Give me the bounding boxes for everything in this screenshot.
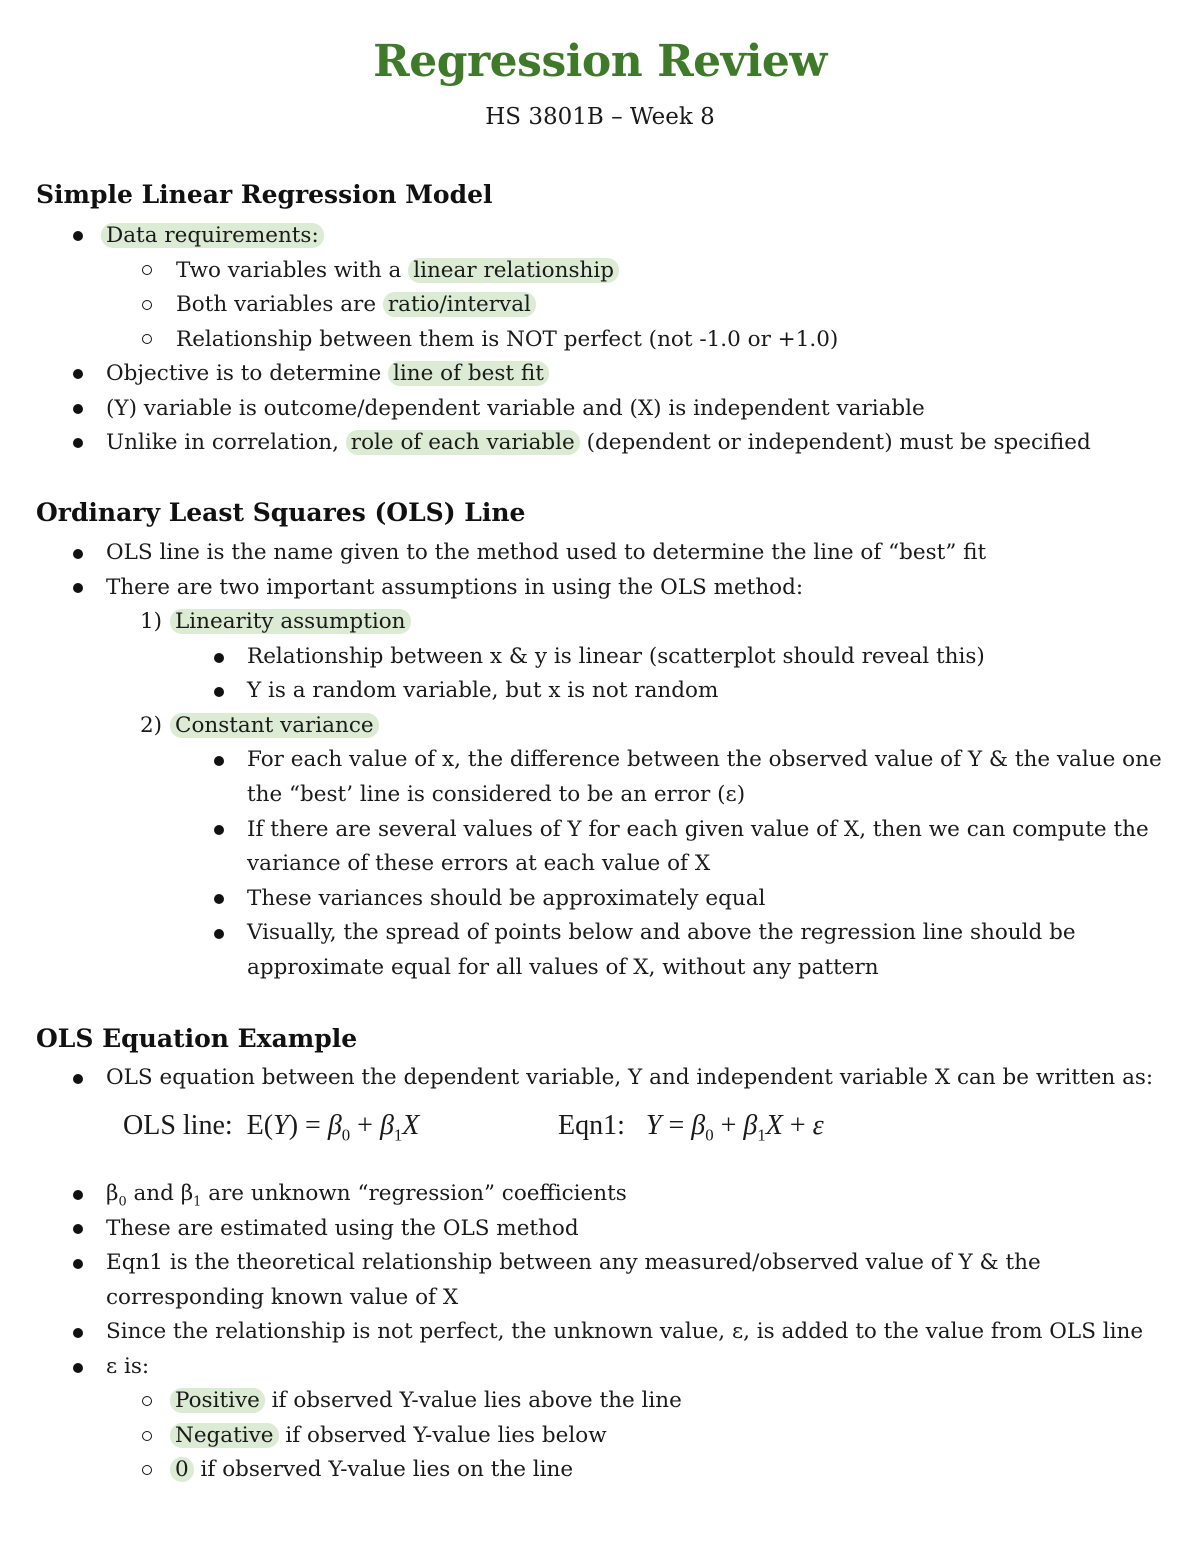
bullet (73, 231, 83, 241)
highlight: Constant variance (170, 713, 379, 738)
bullet (214, 894, 224, 904)
document-subtitle: HS 3801B – Week 8 (485, 104, 715, 130)
sub-bullet (142, 265, 152, 275)
list-item: These variances should be approximately equal (247, 886, 766, 911)
text: Two variables with a (176, 258, 409, 283)
list-item (170, 1421, 607, 1451)
list-item: $\beta_0$ and $\beta_1$ are unknown “regression” coefficients (106, 1181, 627, 1210)
list-item: These are estimated using the OLS method (106, 1216, 579, 1241)
bullet (214, 687, 224, 697)
list-item (176, 290, 536, 320)
list-item: OLS equation between the dependent variable, Y and independent variable X can be written as: (106, 1065, 1154, 1090)
equation-ols-line: OLS line: $E(Y) = \beta_0 + \beta_1X$ (123, 1110, 420, 1145)
bullet (73, 1190, 83, 1200)
sub-bullet (142, 1465, 152, 1475)
bullet (73, 1328, 83, 1338)
text: if observed Y-value lies below (278, 1423, 607, 1448)
list-item (170, 711, 379, 741)
bullet (214, 825, 224, 835)
bullet (73, 438, 83, 448)
highlight: 0 (170, 1457, 194, 1482)
list-item: For each value of x, the difference between the observed value of Y & the value one (247, 747, 1162, 772)
list-item (106, 359, 549, 389)
list-number: 1) (140, 609, 163, 634)
equation-label: Eqn1: (558, 1110, 625, 1141)
list-item: Relationship between them is NOT perfect (not -1.0 or +1.0) (176, 327, 839, 352)
list-item (101, 221, 324, 251)
list-item (170, 1455, 573, 1485)
list-item: Relationship between x & y is linear (scatterplot should reveal this) (247, 644, 985, 669)
sub-bullet (142, 300, 152, 310)
list-number: 2) (140, 713, 163, 738)
sub-bullet (142, 334, 152, 344)
highlight: role of each variable (346, 430, 580, 455)
list-item (170, 1386, 682, 1416)
list-item: Y is a random variable, but x is not random (247, 678, 719, 703)
highlight: Negative (170, 1423, 279, 1448)
bullet (73, 1224, 83, 1234)
equation-eqn1: Eqn1: $Y = \beta_0 + \beta_1X + \varepsilon$ (558, 1110, 824, 1145)
bullet (214, 756, 224, 766)
document-title: Regression Review (373, 36, 827, 87)
list-item: ε is: (106, 1354, 150, 1379)
section-heading-ols-equation-example: OLS Equation Example (36, 1024, 358, 1053)
bullet (214, 653, 224, 663)
bullet (73, 404, 83, 414)
text: if observed Y-value lies above the line (264, 1388, 682, 1413)
equation-label: OLS line: (123, 1110, 233, 1141)
bullet (214, 929, 224, 939)
list-item-continuation: variance of these errors at each value of X (247, 851, 711, 876)
list-item-continuation: approximate equal for all values of X, without any pattern (247, 955, 879, 980)
section-heading-ols-line: Ordinary Least Squares (OLS) Line (36, 498, 526, 527)
highlight: line of best fit (388, 361, 549, 386)
list-item: There are two important assumptions in using the OLS method: (106, 575, 804, 600)
list-item (170, 607, 411, 637)
list-item: Visually, the spread of points below and above the regression line should be (247, 920, 1076, 945)
section-heading-simple-linear-regression: Simple Linear Regression Model (36, 180, 493, 209)
list-item: Eqn1 is the theoretical relationship between any measured/observed value of Y & the (106, 1250, 1041, 1275)
bullet (73, 1363, 83, 1373)
list-item: OLS line is the name given to the method used to determine the line of “best” fit (106, 540, 987, 565)
sub-bullet (142, 1396, 152, 1406)
sub-bullet (142, 1431, 152, 1441)
text: Both variables are (176, 292, 383, 317)
highlight: linear relationship (408, 258, 619, 283)
list-item (176, 256, 619, 286)
text: Unlike in correlation, (106, 430, 346, 455)
list-item: Since the relationship is not perfect, the unknown value, ε, is added to the value from OLS line (106, 1319, 1144, 1344)
bullet (73, 1074, 83, 1084)
bullet (73, 549, 83, 559)
list-item-continuation: corresponding known value of X (106, 1285, 459, 1310)
text: Objective is to determine (106, 361, 388, 386)
list-item: If there are several values of Y for each given value of X, then we can compute the (247, 817, 1149, 842)
highlight: Data requirements: (101, 223, 324, 248)
text: (dependent or independent) must be specified (579, 430, 1091, 455)
bullet (73, 1259, 83, 1269)
highlight: ratio/interval (383, 292, 536, 317)
bullet (73, 369, 83, 379)
list-item-continuation: the “best’ line is considered to be an error (ε) (247, 782, 746, 807)
text: are unknown “regression” coefficients (201, 1181, 627, 1206)
list-item (106, 428, 1091, 458)
bullet (73, 583, 83, 593)
highlight: Positive (170, 1388, 265, 1413)
highlight: Linearity assumption (170, 609, 411, 634)
list-item: (Y) variable is outcome/dependent variable and (X) is independent variable (106, 396, 925, 421)
text: if observed Y-value lies on the line (193, 1457, 574, 1482)
